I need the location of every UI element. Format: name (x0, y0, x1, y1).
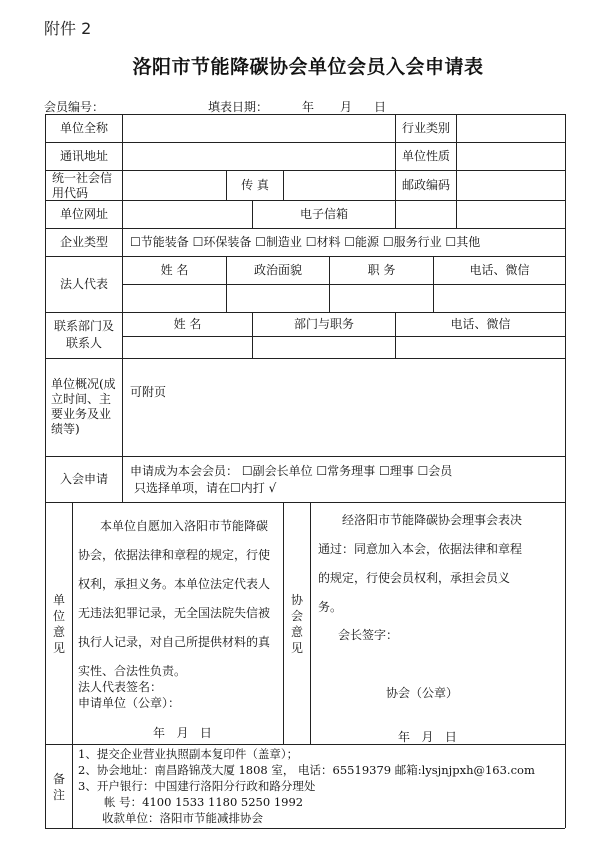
unit-opinion-line6: 实性、合法性负责。 (78, 664, 187, 678)
postcode-label: 邮政编码 (401, 178, 450, 192)
website-label: 单位网址 (59, 207, 108, 221)
unit-opinion-char4: 见 (52, 640, 65, 655)
unit-opinion-text (78, 512, 282, 686)
legal-rep-label: 法人代表 (59, 277, 108, 291)
assoc-seal-label: 协会（公章） (386, 686, 459, 700)
credit-code-label (52, 171, 122, 201)
unit-opinion-char3: 意 (52, 624, 65, 639)
unit-opinion-line2: 协会，依据法律和章程的规定，行使 (78, 548, 271, 562)
contact-label (46, 318, 122, 352)
unit-date: 年 月 日 (153, 726, 212, 740)
unit-opinion-line5: 执行人记录，对自己所提供材料的真 (78, 635, 271, 649)
note-item-2: 2、协会地址：南昌路锦茂大厦 1808 室， 电话：65519379 邮箱:lysjnjpxh@163.com (78, 763, 535, 777)
credit-code-label-line1: 统一社会信 (52, 171, 113, 185)
attachment-label: 附件 2 (44, 19, 92, 38)
email-label: 电子信箱 (299, 207, 348, 221)
assoc-opinion-label (284, 503, 310, 744)
enterprise-type-label: 企业类型 (59, 235, 108, 249)
legal-col-political: 政治面貌 (253, 263, 302, 277)
note-item-3: 3、开户银行：中国建行洛阳分行政和路分理处 (78, 779, 316, 793)
assoc-date: 年 月 日 (398, 730, 457, 744)
unit-opinion-char2: 位 (52, 608, 65, 623)
legal-col-name: 姓 名 (160, 263, 189, 277)
assoc-opinion-char4: 见 (290, 640, 303, 655)
assoc-opinion-line3: 的规定，行使会员权利，承担会员义 (318, 571, 511, 585)
apply-label: 入会申请 (59, 472, 108, 486)
date-day: 日 (374, 100, 387, 114)
applicant-seal-label: 申请单位（公章）： (78, 696, 181, 710)
form-title: 洛阳市节能降碳协会单位会员入会申请表 (132, 56, 484, 78)
member-no-label: 会员编号： (44, 100, 105, 114)
assoc-opinion-char3: 意 (290, 624, 303, 639)
contact-label-line1: 联系部门及 (53, 319, 114, 333)
unit-opinion-char1: 单 (52, 592, 65, 607)
notes-char2: 注 (52, 787, 65, 802)
apply-line-1[interactable]: 申请成为本会会员： ☐副会长单位 ☐常务理事 ☐理事 ☐会员 (130, 464, 453, 478)
credit-code-label-line2: 用代码 (52, 186, 89, 200)
contact-col-dept: 部门与职务 (293, 317, 354, 331)
overview-label-line3: 要业务及业 (51, 407, 112, 421)
apply-line-2: 只选择单项，请在☐内打 √ (134, 481, 277, 495)
assoc-opinion-char2: 会 (290, 608, 303, 623)
overview-label-line1: 单位概况(成 (51, 377, 116, 391)
notes-list (78, 746, 562, 826)
unit-opinion-line3: 权利，承担义务。本单位法定代表人 (78, 577, 271, 591)
assoc-opinion-text (318, 506, 562, 622)
note-item-5: 收款单位：洛阳市节能减排协会 (102, 811, 263, 825)
unit-opinion-line1: 本单位自愿加入洛阳市节能降碳 (100, 519, 269, 533)
notes-char1: 备 (52, 771, 65, 786)
date-month: 月 (340, 100, 353, 114)
legal-col-position: 职 务 (367, 263, 396, 277)
legal-sign-label: 法人代表签名： (78, 680, 163, 694)
contact-col-name: 姓 名 (173, 317, 202, 331)
overview-value: 可附页 (130, 385, 167, 399)
unit-nature-label: 单位性质 (401, 149, 450, 163)
unit-opinion-line4: 无违法犯罪记录，无全国法院失信被 (78, 606, 271, 620)
notes-label (46, 745, 72, 828)
enterprise-type-options[interactable]: ☐节能装备 ☐环保装备 ☐制造业 ☐材料 ☐能源 ☐服务行业 ☐其他 (130, 235, 481, 249)
fill-date-label: 填表日期： (208, 100, 269, 114)
address-label: 通讯地址 (59, 149, 108, 163)
note-item-4: 帐 号：4100 1533 1180 5250 1992 (104, 795, 304, 809)
assoc-opinion-char1: 协 (290, 592, 303, 607)
unit-name-label: 单位全称 (59, 121, 108, 135)
assoc-opinion-line4: 务。 (318, 600, 343, 614)
president-sign-label: 会长签字： (338, 628, 399, 642)
contact-col-phone: 电话、微信 (450, 317, 511, 331)
overview-label-line2: 立时间、主 (51, 392, 112, 406)
unit-opinion-label (46, 503, 72, 744)
contact-label-line2: 联系人 (65, 336, 102, 350)
date-year: 年 (302, 100, 315, 114)
legal-col-phone: 电话、微信 (469, 263, 530, 277)
fax-label: 传 真 (241, 178, 269, 192)
note-item-1: 1、提交企业营业执照副本复印件（盖章）； (78, 747, 299, 761)
overview-label-line4: 绩等) (51, 422, 80, 436)
assoc-opinion-line1: 经洛阳市节能降碳协会理事会表决 (342, 513, 523, 527)
overview-label (51, 377, 121, 437)
assoc-opinion-line2: 通过：同意加入本会，依据法律和章程 (318, 542, 523, 556)
industry-label: 行业类别 (401, 121, 450, 135)
